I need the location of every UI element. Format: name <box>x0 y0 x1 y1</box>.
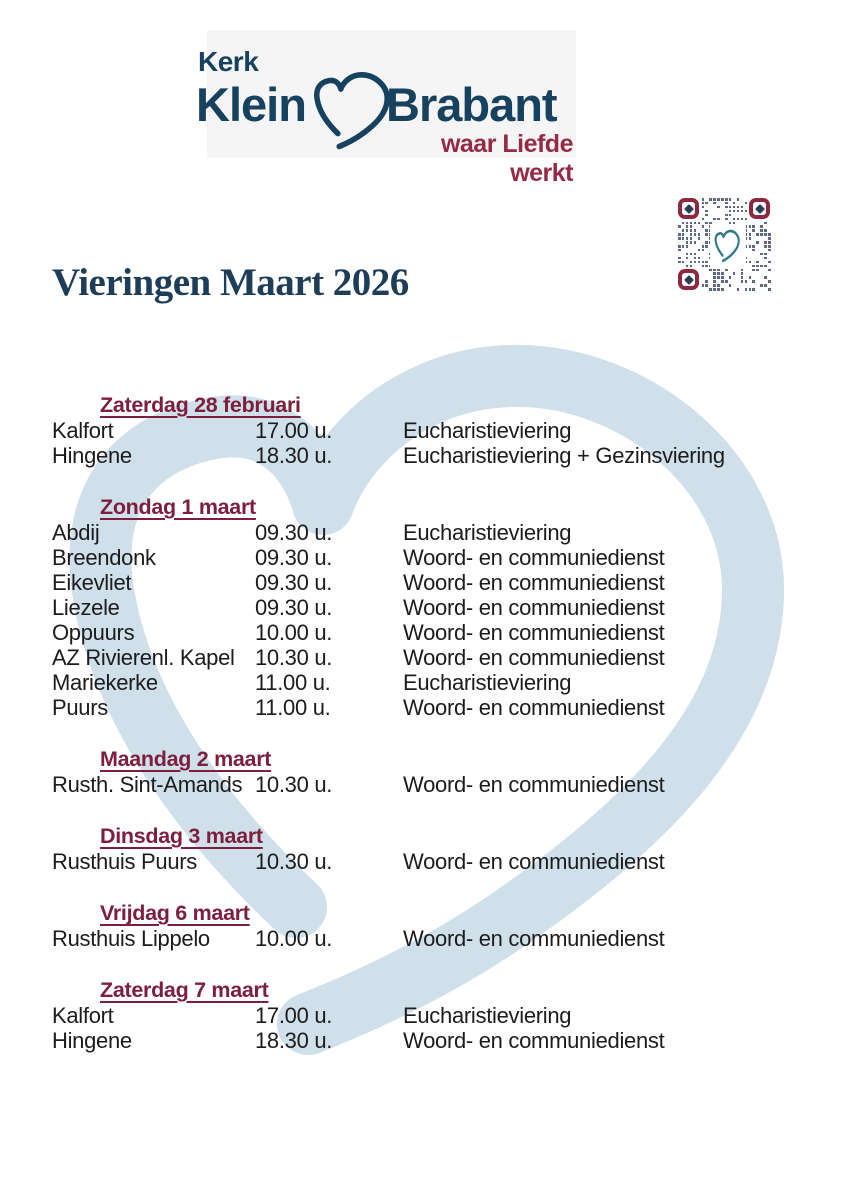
schedule-row <box>52 443 818 468</box>
service-cell: Woord- en communiedienst <box>403 849 665 874</box>
schedule-row <box>52 645 818 670</box>
time-cell: 10.30 u. <box>255 849 333 874</box>
service-cell: Eucharistieviering <box>403 1003 572 1028</box>
schedule-row <box>52 595 818 620</box>
schedule-section <box>52 393 818 468</box>
schedule-section <box>52 747 818 797</box>
schedule-row <box>52 545 818 570</box>
schedule-section <box>52 901 818 951</box>
schedule-section <box>52 824 818 874</box>
logo-klein-text: Klein <box>196 78 306 131</box>
section-day-header: Vrijdag 6 maart <box>100 901 250 925</box>
section-day-header: Zaterdag 28 februari <box>100 393 301 417</box>
place-cell: Abdij <box>52 520 100 545</box>
place-cell: Eikevliet <box>52 570 132 595</box>
schedule-row <box>52 849 818 874</box>
time-cell: 09.30 u. <box>255 520 333 545</box>
schedule-row <box>52 695 818 720</box>
qr-finder-top-left-icon <box>678 198 699 219</box>
place-cell: Rusthuis Lippelo <box>52 926 210 951</box>
service-cell: Woord- en communiedienst <box>403 645 665 670</box>
service-cell: Woord- en communiedienst <box>403 1028 665 1053</box>
place-cell: Kalfort <box>52 418 114 443</box>
place-cell: Rusthuis Puurs <box>52 849 197 874</box>
qr-finder-bottom-left-icon <box>678 269 699 290</box>
service-cell: Woord- en communiedienst <box>403 620 665 645</box>
service-cell: Eucharistieviering <box>403 520 572 545</box>
time-cell: 09.30 u. <box>255 545 333 570</box>
time-cell: 10.30 u. <box>255 645 333 670</box>
logo-kerk-text: Kerk <box>198 46 259 77</box>
qr-heart-patch <box>710 225 746 269</box>
time-cell: 18.30 u. <box>255 1028 333 1053</box>
time-cell: 11.00 u. <box>255 695 331 720</box>
time-cell: 10.30 u. <box>255 772 333 797</box>
schedule-row <box>52 772 818 797</box>
schedule <box>52 393 818 1080</box>
schedule-row <box>52 418 818 443</box>
time-cell: 10.00 u. <box>255 620 333 645</box>
schedule-row <box>52 620 818 645</box>
place-cell: Liezele <box>52 595 120 620</box>
qr-code <box>677 197 771 291</box>
service-cell: Woord- en communiedienst <box>403 570 665 595</box>
schedule-row <box>52 1028 818 1053</box>
service-cell: Woord- en communiedienst <box>403 772 665 797</box>
section-day-header: Dinsdag 3 maart <box>100 824 263 848</box>
time-cell: 09.30 u. <box>255 570 333 595</box>
place-cell: Hingene <box>52 1028 132 1053</box>
place-cell: Rusth. Sint-Amands <box>52 772 243 797</box>
schedule-row <box>52 670 818 695</box>
logo-brabant-text: Brabant <box>386 78 557 131</box>
schedule-row <box>52 520 818 545</box>
service-cell: Woord- en communiedienst <box>403 595 665 620</box>
section-day-header: Maandag 2 maart <box>100 747 272 771</box>
place-cell: Oppuurs <box>52 620 135 645</box>
qr-finder-top-right-icon <box>749 198 770 219</box>
schedule-row <box>52 570 818 595</box>
section-day-header: Zondag 1 maart <box>100 495 256 519</box>
schedule-section <box>52 495 818 720</box>
place-cell: Kalfort <box>52 1003 114 1028</box>
time-cell: 10.00 u. <box>255 926 333 951</box>
qr-heart-icon <box>714 229 741 264</box>
service-cell: Woord- en communiedienst <box>403 545 665 570</box>
time-cell: 09.30 u. <box>255 595 333 620</box>
time-cell: 18.30 u. <box>255 443 333 468</box>
place-cell: Mariekerke <box>52 670 158 695</box>
schedule-section <box>52 978 818 1053</box>
time-cell: 11.00 u. <box>255 670 331 695</box>
place-cell: AZ Rivierenl. Kapel <box>52 645 235 670</box>
page-title: Vieringen Maart 2026 <box>52 261 409 304</box>
logo-heart-icon <box>312 70 394 154</box>
service-cell: Woord- en communiedienst <box>403 926 665 951</box>
place-cell: Breendonk <box>52 545 156 570</box>
section-day-header: Zaterdag 7 maart <box>100 978 269 1002</box>
time-cell: 17.00 u. <box>255 418 333 443</box>
place-cell: Hingene <box>52 443 132 468</box>
schedule-row <box>52 1003 818 1028</box>
time-cell: 17.00 u. <box>255 1003 333 1028</box>
logo-tagline: waar Liefde werkt <box>440 130 573 187</box>
place-cell: Puurs <box>52 695 108 720</box>
service-cell: Eucharistieviering <box>403 670 572 695</box>
schedule-row <box>52 926 818 951</box>
service-cell: Eucharistieviering <box>403 418 572 443</box>
service-cell: Woord- en communiedienst <box>403 695 665 720</box>
service-cell: Eucharistieviering + Gezinsviering <box>403 443 725 468</box>
